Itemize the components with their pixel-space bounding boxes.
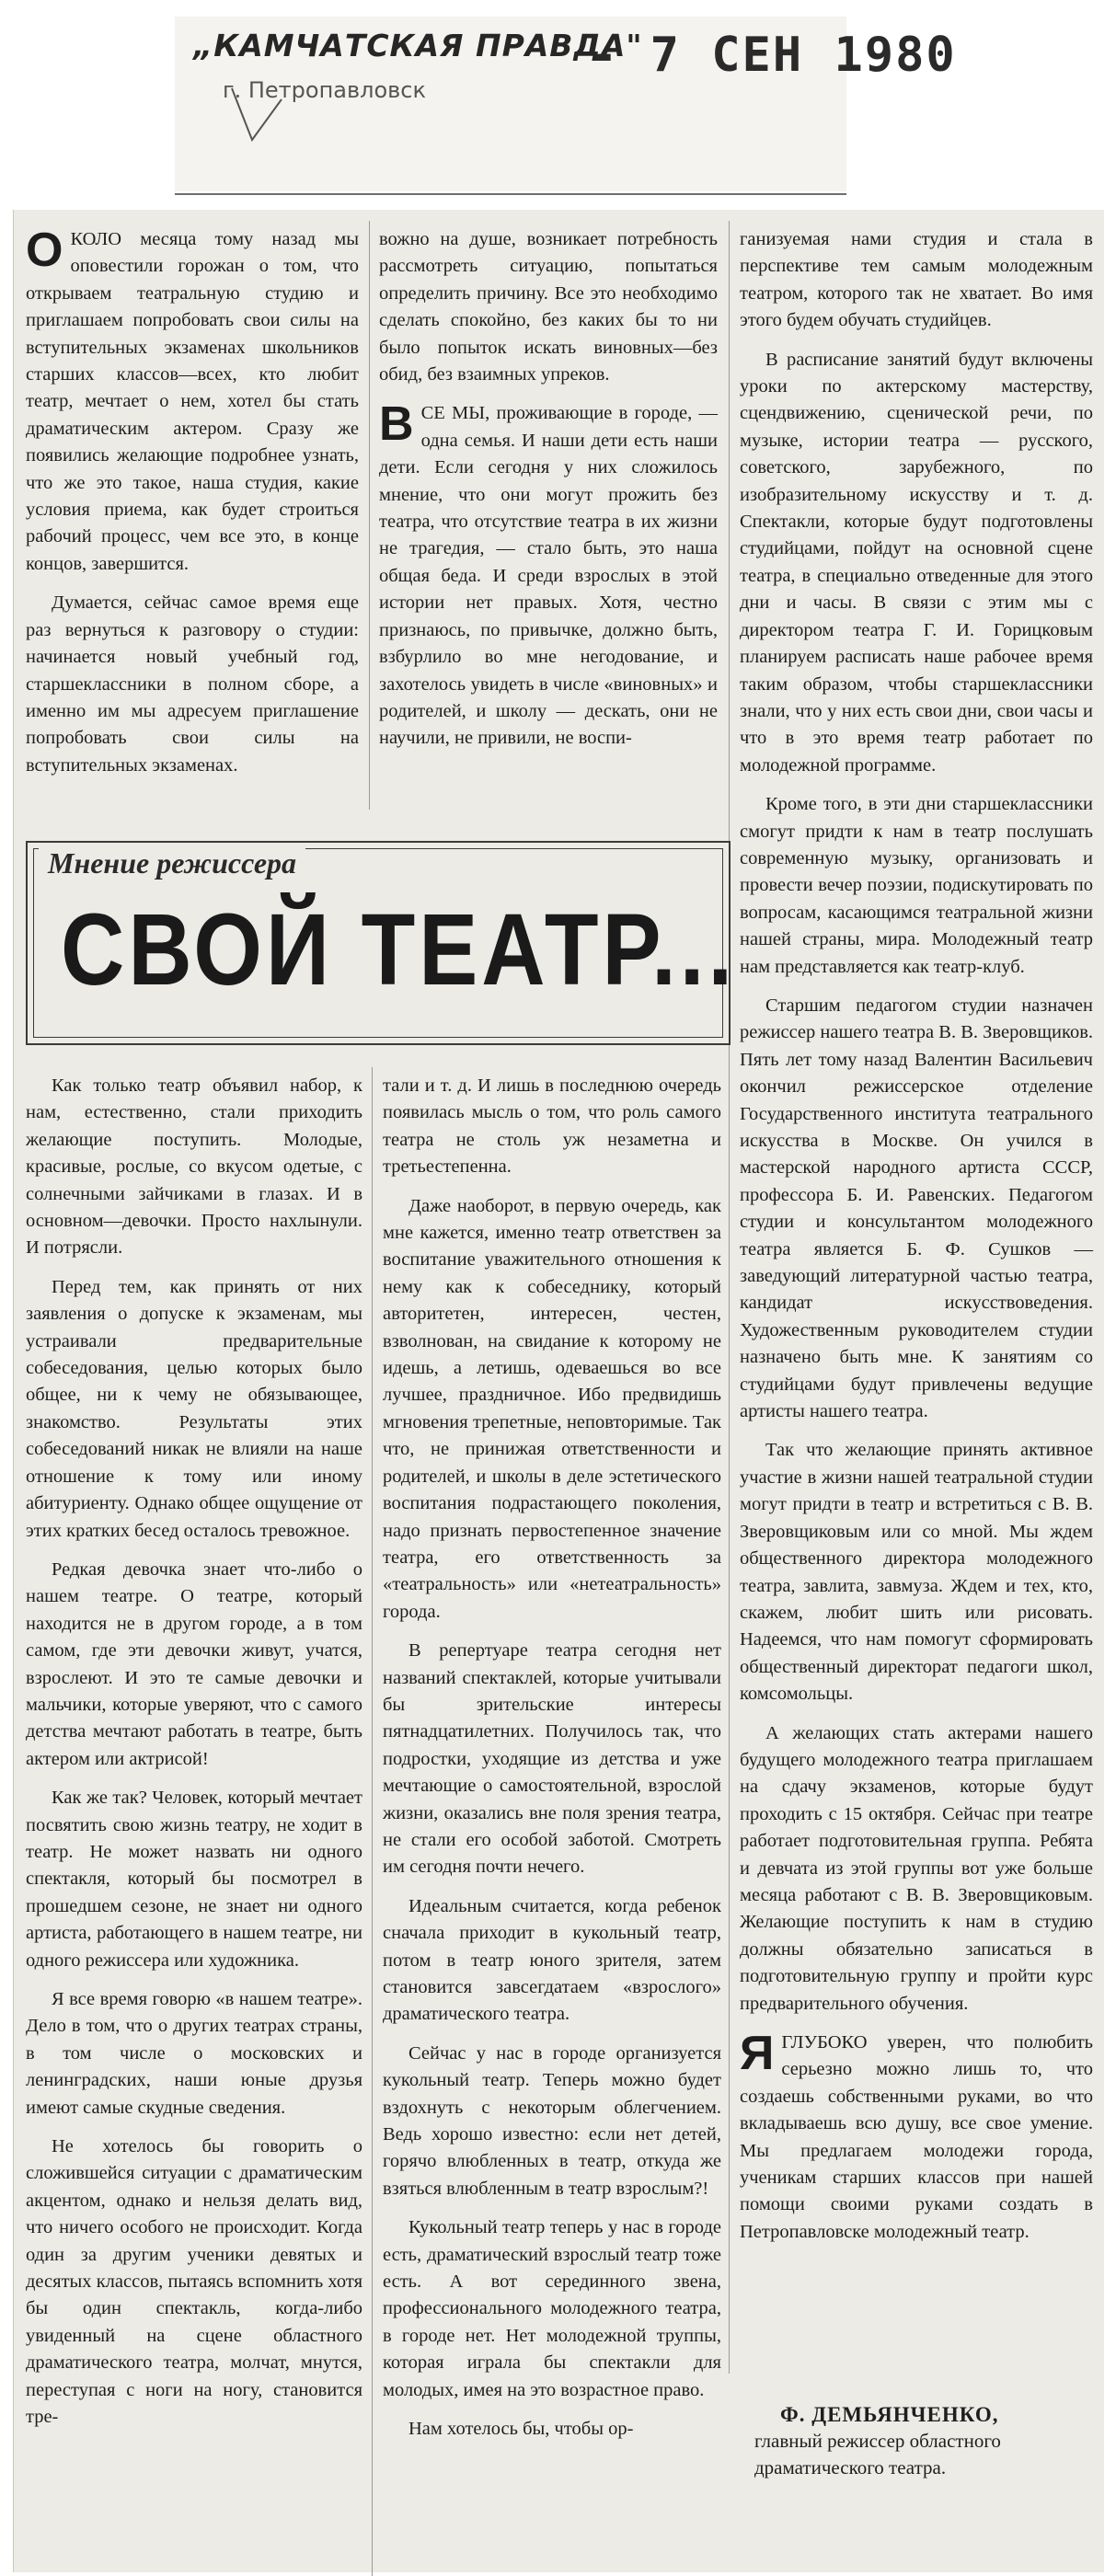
paragraph [383, 2214, 721, 2404]
paragraph-text: Кроме того, в эти дни старшеклассники смогут придти к нам в театр послушать современную музыку, организовать и провести вечер поэзии, подискутировать по вопросам, касающимся театральной жизни нашей страны, мира. Молодежный театр нам представляется как театр-клуб. [740, 794, 1093, 977]
article-lower-column-1 [26, 1073, 362, 2432]
paragraph [26, 1986, 362, 2122]
article-column-3 [740, 226, 1093, 2246]
article-title: СВОЙ ТЕАТР... [61, 893, 737, 1007]
paragraph [383, 2041, 721, 2202]
drop-cap: Я [740, 2027, 775, 2080]
paragraph-text: В репертуаре театра сегодня нет названий спектаклей, которые учитывали бы зрительские интересы пятнадцатилетних. Получилось так, что подростки, уходящие из детства и уже мечтающие о самостоятельной, взрослой жизни, оказались вне поля зрения театра, не стали его особой заботой. Смотреть им сегодня почти нечего. [383, 1640, 721, 1878]
drop-cap: О [26, 224, 63, 277]
paragraph [740, 791, 1093, 981]
column-divider [369, 221, 370, 810]
paragraph-text: А желающих стать актерами нашего будущего молодежного театра приглашаем на сдачу экзаменов, которые будут проходить с 15 октября. Сейчас при театре работает подготовительная группа. Ребята и девчата из этой группы вот уже больше месяца работают с В. В. Зверовщиковым. Желающие поступить к нам в студию должны обязательно записаться в подготовительную группу и пройти курс предварительного обучения. [740, 1722, 1093, 2014]
paragraph-text: Как же так? Человек, который мечтает посвятить свою жизнь театру, не ходит в театр. Не может назвать ни одного спектакля, который бы посмотрел в прошедшем сезоне, не знает ни одного артиста, работающего в нашем театре, ни одного режиссера или художника. [26, 1788, 362, 1971]
column-divider [729, 221, 730, 2374]
top-rule [175, 193, 846, 195]
paragraph-text: ГЛУБОКО уверен, что полюбить серьезно можно лишь то, что создаешь собственными руками, во что вкладываешь всю душу, все свое умение. Мы предлагаем молодежи города, ученикам старших классов при нашей помощи своими руками создать в Петропавловске молодежный театр. [740, 2032, 1093, 2242]
pen-check-mark-icon [230, 83, 285, 147]
paragraph [26, 226, 359, 578]
paragraph [740, 2027, 1093, 2246]
paragraph [383, 1073, 721, 1181]
paragraph [26, 2133, 362, 2431]
paragraph-text: СЕ МЫ, проживающие в городе, — одна семья. И наши дети есть наши дети. Если сегодня у них сложилось мнение, что они могут прожить без театра, что отсутствие театра в их жизни не трагедия, — стало быть, это наша общая беда. И среди взрослых в этой истории нет правых. Хотя, честно признаюсь, по привычке, должно быть, взбурлило во мне негодование, и захотелось увидеть в числе «виновных» и родителей, и школу — дескать, они не научили, не привили, не воспи- [379, 403, 718, 749]
paragraph [383, 1193, 721, 1627]
date-stamp: - 7 СЕН 1980 [589, 28, 957, 83]
paragraph [383, 1893, 721, 2029]
paragraph-text: Идеальным считается, когда ребенок сначала приходит в кукольный театр, потом в театр юного зрителя, затем становится завсегдатаем «взрослого» драматического театра. [383, 1895, 721, 2025]
paragraph-text: Старшим педагогом студии назначен режиссер нашего театра В. В. Зверовщиков. Пять лет тому назад Валентин Васильевич окончил режиссерское отделение Государственного института театрального искусства в Москве. Он учился в мастерской народного артиста СССР, профессора Б. И. Равенских. Педагогом студии и консультантом молодежного театра является Б. Ф. Сушков — заведующий литературной частью театра, кандидат искусствоведения. Художественным руководителем студии назначено быть мне. К занятиям со студийцами будут привлечены ведущие артисты нашего театра. [740, 995, 1093, 1422]
author-role: главный режиссер областного драматического театра. [754, 2430, 1001, 2478]
paragraph [26, 1274, 362, 1545]
paragraph-text: Нам хотелось бы, чтобы ор- [408, 2419, 634, 2440]
signature [754, 2401, 1095, 2481]
paragraph-text: Редкая девочка знает что-либо о нашем театре. О театре, который находится не в другом городе, а в том самом, где эти девочки живут, учатся, взрослеют. И это те самые девочки и мальчики, которые уверяют, что с самого детства мечтают работать в театре, быть актером или актрисой! [26, 1558, 362, 1769]
paragraph-text: Так что желающие принять активное участие в жизни нашей театральной студии могут придти в театр и встретиться с В. В. Зверовщиковым или со мной. Мы ждем общественного директора молодежного театра, завлита, завмуза. Ждем и тех, кто, скажем, любит шить или рисовать. Надеемся, что нам помогут сформировать общественный директорат педагоги школ, комсомольцы. [740, 1440, 1093, 1705]
paragraph [740, 226, 1093, 335]
paragraph [740, 993, 1093, 1426]
paragraph-text: ганизуемая нами студия и стала в перспективе тем самым молодежным театром, которого так не хватает. Во имя этого будем обучать студийцев. [740, 229, 1093, 331]
paragraph [26, 1073, 362, 1262]
paragraph-text: Не хотелось бы говорить о сложившейся ситуации с драматическим акцентом, однако и нельзя делать вид, что ничего особого не происходит. Когда один за другим ученики девятых и десятых классов, пытаясь вспомнить хотя бы один спектакль, когда-либо увиденный на сцене областного драматического театра, молчат, мнутся, переступая с ноги на ногу, становится тре- [26, 2136, 362, 2428]
paragraph-text: Я все время говорю «в нашем театре». Дело в том, что о других театрах страны, в том числе о московских и ленинградских, наши юные друзья имеют самые скудные сведения. [26, 1989, 362, 2118]
newspaper-name: „КАМЧАТСКАЯ ПРАВДА" [193, 28, 643, 63]
author-name: Ф. ДЕМЬЯНЧЕНКО, [780, 2403, 999, 2426]
paragraph-text: Как только театр объявил набор, к нам, естественно, стали приходить желающие поступить. Молодые, красивые, рослые, со вкусом одетые, с солнечными зайчиками в глазах. И в основном—девочки. Просто нахлынули. И потрясли. [26, 1075, 362, 1259]
paragraph-text: Сейчас у нас в городе организуется кукольный театр. Теперь можно будет вздохнуть с некоторым облегчением. Ведь хорошо известно: если нет детей, горячо влюбленных в театр, откуда же взяться влюбленным в театр взрослым?! [383, 2042, 721, 2199]
column-divider [372, 1067, 373, 2576]
paragraph-text: В расписание занятий будут включены уроки по актерскому мастерству, сцендвижению, сценической речи, по музыке, истории театра — русского, советского, зарубежного, по изобразительному искусству и т. д. Спектакли, которые будут подготовлены студийцами, пойдут на основной сцене театра, в специально отведенные для этого дни и часы. В связи с этим мы с директором театра Г. И. Горицковым планируем расписать наше рабочее время таким образом, чтобы старшеклассники знали, что у них есть свои дни, свои часы и что в это время театр работает по молодежной программе. [740, 349, 1093, 776]
article-column-2 [379, 226, 718, 753]
paragraph [740, 1720, 1093, 2018]
paragraph-text: Кукольный театр теперь у нас в городе есть, драматический взрослый театр тоже есть. А вот серединного звена, профессионального молодежного театра, в городе нет. Нет молодежной труппы, которая играла бы спектакли для молодых, имея на это возрастное право. [383, 2217, 721, 2400]
paragraph-text: тали и т. д. И лишь в последнюю очередь появилась мысль о том, что роль самого театра не столь уж незаметна и третьестепенна. [383, 1075, 721, 1178]
paragraph [26, 1785, 362, 1974]
article-column-1 [26, 226, 359, 779]
paragraph-text: Перед тем, как принять от них заявления о допуске к экзаменам, мы устраивали предварительные собеседования, целью которых было общее, ни к чему не обязывающее, знакомство. Результаты этих собеседований никак не влияли на наше отношение к тому или иному абитуриенту. Однако общее ощущение от этих кратких бесед осталось тревожное. [26, 1276, 362, 1541]
paragraph [26, 1557, 362, 1773]
paragraph [379, 397, 718, 752]
paragraph-text: вожно на душе, возникает потребность рассмотреть ситуацию, попытаться определить причину. Все это необходимо сделать спокойно, без каких бы то ни было попыток искать виновных—без обид, без взаимных упреков. [379, 229, 718, 385]
paragraph [740, 347, 1093, 780]
article-lower-column-2 [383, 1073, 721, 2444]
paragraph [379, 226, 718, 388]
drop-cap: В [379, 397, 414, 452]
paragraph [383, 1638, 721, 1881]
paragraph-text: Думается, сейчас самое время еще раз вернуться к разговору о студии: начинается новый учебный год, старшеклассники в полном сборе, а именно им мы адресуем приглашение попробовать свои силы на вступительных экзаменах. [26, 592, 359, 776]
paragraph [740, 1437, 1093, 1708]
paragraph [26, 590, 359, 779]
paragraph-text: Даже наоборот, в первую очередь, как мне кажется, именно театр ответствен за воспитание уважительного отношения к нему как к собеседнику, который авторитетен, интересен, честен, взволнован, на свидание к которому не идешь, а летишь, одеваешься во все лучшее, праздничное. Ибо предвидишь мгновения трепетные, неповторимые. Так что, не принижая ответственности и родителей, и школы в деле эстетического воспитания подрастающего поколения, надо признать первостепенное значение театра, его ответственность за «театральность» или «нетеатральность» города. [383, 1195, 721, 1622]
paragraph-text: КОЛО месяца тому назад мы оповестили горожан о том, что открываем театральную студию и приглашаем попробовать свои силы на вступительных экзаменах школьников старших классов—всех, кто любит театр, мечтает о нем, хотел бы стать драматическим актером. Сразу же появились желающие подробнее узнать, что же это такое, наша студия, какие условия приема, как будет строиться рабочий процесс, чем все это, в конце концов, завершится. [26, 229, 359, 574]
rubric: Мнение режиссера [39, 846, 305, 880]
newspaper-city: г. Петропавловск [223, 77, 426, 103]
paragraph [383, 2416, 721, 2443]
